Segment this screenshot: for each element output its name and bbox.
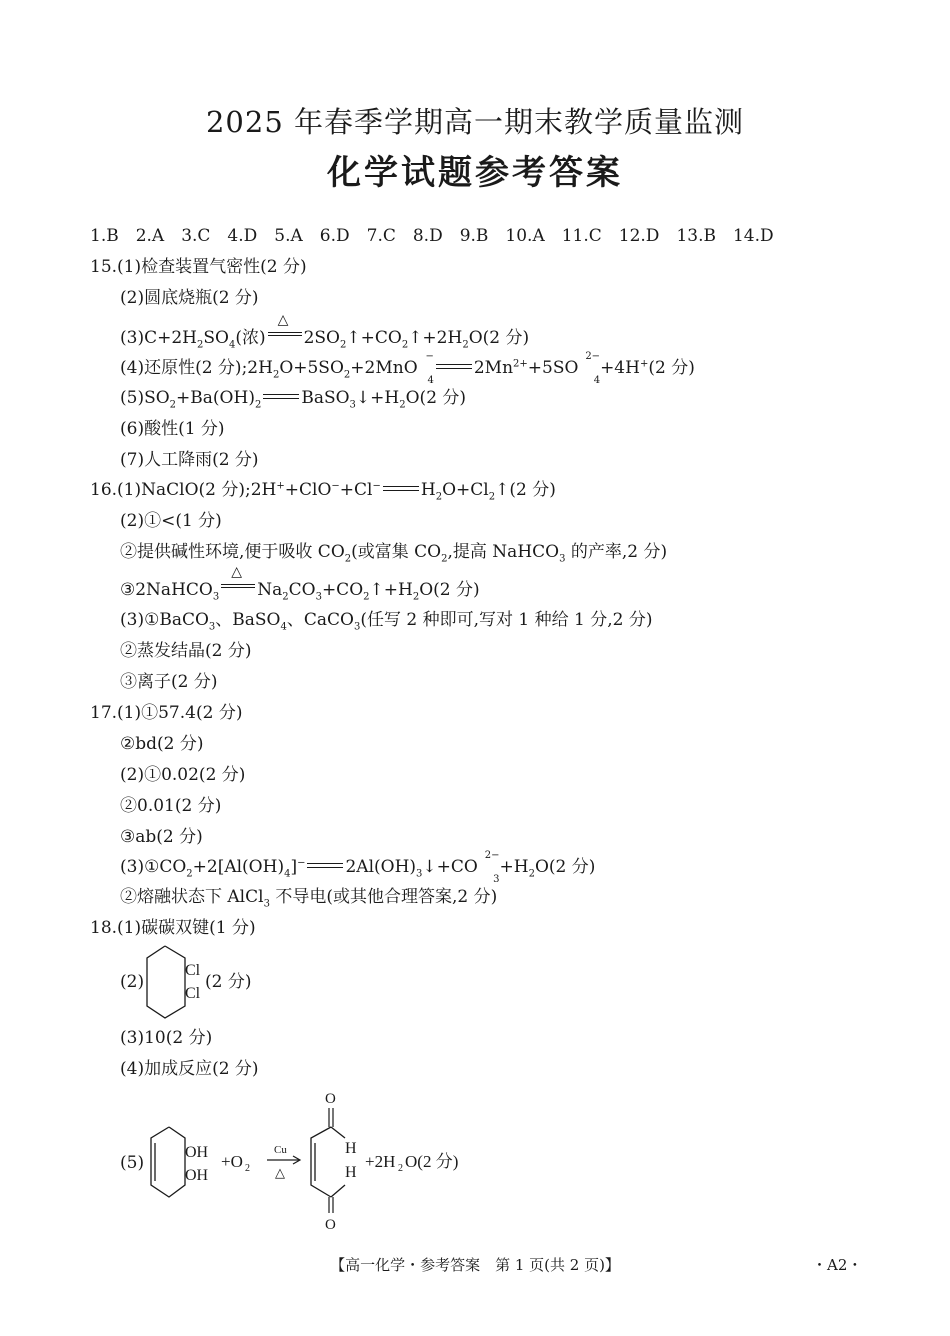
- q18-part4: (4)加成反应(2 分): [120, 1059, 259, 1079]
- oxygen-subscript: 2: [245, 1163, 250, 1174]
- mc-answers: 1.B 2.A 3.C 4.D 5.A 6.D 7.C 8.D 9.B 10.A 11.C 12.D 13.B 14.D: [90, 226, 774, 246]
- plus-oxygen: +O: [221, 1152, 243, 1171]
- oh-top-label: OH: [185, 1144, 209, 1161]
- q17-part2c: ③ab(2 分): [120, 827, 203, 847]
- oh-bottom-label: OH: [185, 1167, 209, 1184]
- q17-part3: $(3)①CO_2+2[Al(OH)_4]^-$ $2Al(OH)_3↓+CO$ 3 2− $+H_2O(2$ 分): [120, 850, 596, 885]
- oxidation-reaction-scheme: [145, 1085, 490, 1235]
- q16-part2: (2)①<(1 分): [120, 511, 222, 531]
- q17-part2: (2)①0.02(2 分): [120, 765, 246, 785]
- paper-code: ・A2・: [812, 1256, 863, 1274]
- q17-part3b: ②熔融状态下 AlCl$_3$ 不导电(或其他合理答案,2 分): [120, 887, 498, 910]
- heat-icon: △: [275, 1165, 285, 1180]
- aldehyde-h-bottom-label: H: [345, 1164, 357, 1181]
- heat-equals-sign: [221, 564, 255, 593]
- q18-part2-label: (2): [120, 972, 145, 992]
- q15-part2: (2)圆底烧瓶(2 分): [120, 288, 259, 308]
- q17-part1: 17.(1)①57.4(2 分): [90, 703, 243, 723]
- q18-part1: 18.(1)碳碳双键(1 分): [90, 918, 256, 938]
- water-product-a: +2H: [365, 1152, 396, 1171]
- q15-part3: $(3)C+2H_2SO_4$(浓) △ $2SO_2↑+CO_2↑+2H_2O(2$ 分): [120, 312, 530, 351]
- q18-part3: (3)10(2 分): [120, 1028, 213, 1048]
- carbonyl-o-top-label: O: [325, 1091, 336, 1107]
- q16-part3: (3)①BaCO$_3$、BaSO$_4$、CaCO$_3$(任写 2 种即可,写对 1 种给 1 分,2 分): [120, 610, 653, 633]
- q18-part2-score: (2 分): [205, 972, 252, 992]
- q15-part6: (6)酸性(1 分): [120, 419, 225, 439]
- q15-part7: (7)人工降雨(2 分): [120, 450, 259, 470]
- water-subscript: 2: [398, 1163, 403, 1174]
- q18-part5-label: (5): [120, 1153, 145, 1173]
- q16-part3c: ③离子(2 分): [120, 672, 218, 692]
- q15-part4: (4)还原性(2 分)$;2H_2O+5SO_2+2MnO$ 4 − $2Mn^{2+}+5SO$ 4 2− +4H+(2 分): [120, 351, 695, 386]
- q16-part2b: ②提供碱性环境,便于吸收 $CO_2$(或富集 $CO_2$,提高 NaHCO$_3$ 的产率,2 分): [120, 542, 668, 565]
- cl-top-label: Cl: [185, 962, 201, 979]
- answer-title: 化学试题参考答案: [327, 153, 623, 193]
- q17-part2b: ②0.01(2 分): [120, 796, 222, 816]
- q15-part5: $(5)SO_2+Ba(OH)_2$ $BaSO_3↓+H_2O(2$ 分): [120, 388, 467, 411]
- q16-part2c: ③2NaHCO$_3$ △ $Na_2CO_3+CO_2↑+H_2O(2$ 分): [120, 564, 480, 603]
- carbonyl-o-bottom-label: O: [325, 1217, 336, 1233]
- heat-equals-sign: [268, 312, 302, 341]
- exam-title: 2025 年春季学期高一期末教学质量监测: [205, 105, 745, 139]
- heat-icon: △: [277, 312, 289, 328]
- water-product-c: O(2 分): [405, 1152, 459, 1171]
- q15-part1: 15.(1)检查装置气密性(2 分): [90, 257, 307, 277]
- page-footer: 【高一化学・参考答案 第 1 页(共 2 页)】: [330, 1256, 620, 1274]
- heat-icon: △: [231, 564, 242, 580]
- q16-part1: 16.(1)NaClO(2 分);2H++ClO−+Cl− $H_2O+Cl_2↑(2$ 分): [90, 480, 556, 503]
- q17-part1b: ②bd(2 分): [120, 734, 204, 754]
- catalyst-label: Cu: [274, 1144, 287, 1156]
- cl-bottom-label: Cl: [185, 985, 201, 1002]
- q16-part3b: ②蒸发结晶(2 分): [120, 641, 252, 661]
- aldehyde-h-top-label: H: [345, 1140, 357, 1157]
